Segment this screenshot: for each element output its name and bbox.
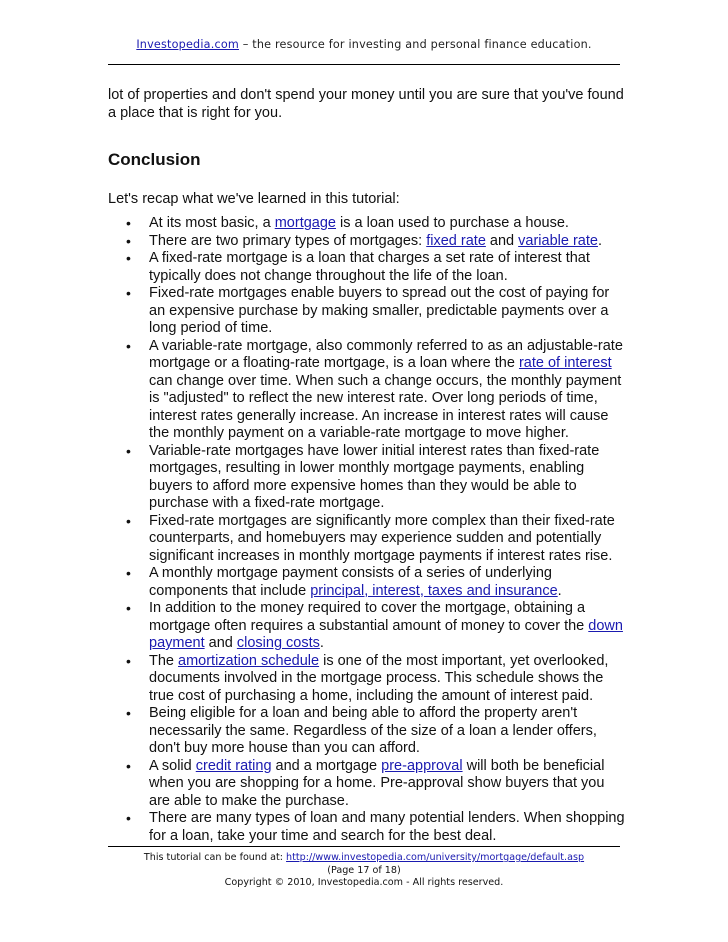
footer-copyright: Copyright © 2010, Investopedia.com - All rights reserved. [224, 877, 504, 888]
inline-link[interactable]: closing costs [236, 635, 320, 651]
list-item [108, 758, 628, 811]
footer-page-number: (Page 17 of 18) [327, 864, 401, 876]
list-item [108, 565, 628, 600]
list-item [108, 810, 628, 845]
section-title: Conclusion [108, 150, 201, 169]
footer-url-line [108, 852, 620, 865]
list-item [108, 600, 628, 653]
intro-paragraph: lot of properties and don't spend your money until you are sure that you've found a place that is right for you. [108, 87, 624, 121]
list-item-text: A variable-rate mortgage, also commonly referred to as an adjustable-rate mortgage or a floating-rate mortgage, is a loan where the [149, 337, 623, 371]
footer-found-text: This tutorial can be found at: [143, 852, 287, 863]
inline-link[interactable]: fixed rate [426, 232, 486, 249]
list-item-text: Variable-rate mortgages have lower initial interest rates than fixed-rate mortgages, resulting in lower monthly mortgage payments, enabling buyers to afford more expensive homes than they would be able to purchase with a fixed-rate mortgage. [149, 442, 600, 511]
list-item-text: At its most basic, a [149, 215, 275, 231]
list-item-text: is one of the most important, yet overlooked, documents involved in the mortgage process. This schedule shows the true cost of purchasing a home, including the amount of interest paid. [149, 652, 609, 704]
list-item-text: A monthly mortgage payment consists of a series of underlying components that include [149, 565, 552, 599]
list-item [108, 653, 628, 706]
list-item-text: Fixed-rate mortgages enable buyers to spread out the cost of paying for an expensive purchase by making smaller, predictable payments over a long period of time. [149, 285, 610, 336]
header-tagline: – the resource for investing and personal finance education. [238, 38, 592, 51]
list-item [108, 443, 628, 513]
inline-link[interactable]: principal, interest, taxes and insurance [310, 582, 558, 599]
list-item [108, 215, 628, 233]
list-item-text: There are two primary types of mortgages: [149, 232, 427, 249]
inline-link[interactable]: credit rating [195, 757, 272, 774]
list-item [108, 338, 628, 443]
list-item-text: will both be beneficial when you are shopping for a home. Pre-approval show buyers that you are able to make the purchase. [149, 757, 605, 809]
list-item-text: and [485, 232, 519, 249]
list-item-text: . [557, 582, 562, 599]
list-item-text: There are many types of loan and many potential lenders. When shopping for a loan, take your time and search for the best deal. [149, 810, 625, 844]
list-item-text: and a mortgage [271, 757, 382, 774]
list-item [108, 705, 628, 758]
inline-link[interactable]: variable rate [518, 232, 598, 249]
recap-bullet-list [108, 215, 628, 845]
inline-link[interactable]: rate of interest [518, 355, 612, 371]
list-item-text: Fixed-rate mortgages are significantly more complex than their fixed-rate counterparts, and homebuyers may experience sudden and potentially significant increases in monthly mortgage payments if interest rates rise. [149, 512, 615, 564]
list-item-text: The [149, 652, 179, 669]
list-item-text: In addition to the money required to cover the mortgage, obtaining a mortgage often requires a substantial amount of money to cover the [149, 600, 589, 634]
list-item [108, 513, 628, 566]
footer-url-link[interactable]: http://www.investopedia.com/university/mortgage/default.asp [286, 852, 585, 863]
list-item [108, 250, 628, 285]
header-site-link[interactable]: Investopedia.com [136, 38, 239, 51]
list-item [108, 233, 628, 251]
header-divider [108, 64, 620, 65]
inline-link[interactable]: down payment [149, 617, 623, 651]
list-item-text: Being eligible for a loan and being able to afford the property aren't necessarily the same. Regardless of the size of a loan a lender offers, don't buy more house than you can afford. [149, 705, 597, 756]
list-item [108, 285, 628, 338]
list-item-text: is a loan used to purchase a house. [335, 215, 569, 231]
page-footer [108, 852, 620, 890]
list-item-text: . [597, 232, 602, 249]
footer-divider [108, 846, 620, 847]
list-item-text: can change over time. When such a change occurs, the monthly payment is "adjusted" to reflect the new interest rate. Over long periods of time, interest rates generally increase. An increase in interest rates will cause the monthly payment on a variable-rate mortgage to move higher. [149, 372, 622, 441]
list-item-text: . [319, 635, 324, 651]
list-item-text: A fixed-rate mortgage is a loan that charges a set rate of interest that typically does not change throughout the life of the loan. [149, 250, 590, 284]
inline-link[interactable]: amortization schedule [178, 652, 320, 669]
inline-link[interactable]: pre-approval [381, 757, 463, 774]
list-item-text: A solid [149, 757, 196, 774]
list-item-text: and [204, 635, 237, 651]
page-header [108, 38, 620, 51]
lead-paragraph: Let's recap what we've learned in this tutorial: [108, 191, 400, 207]
inline-link[interactable]: mortgage [274, 215, 336, 231]
